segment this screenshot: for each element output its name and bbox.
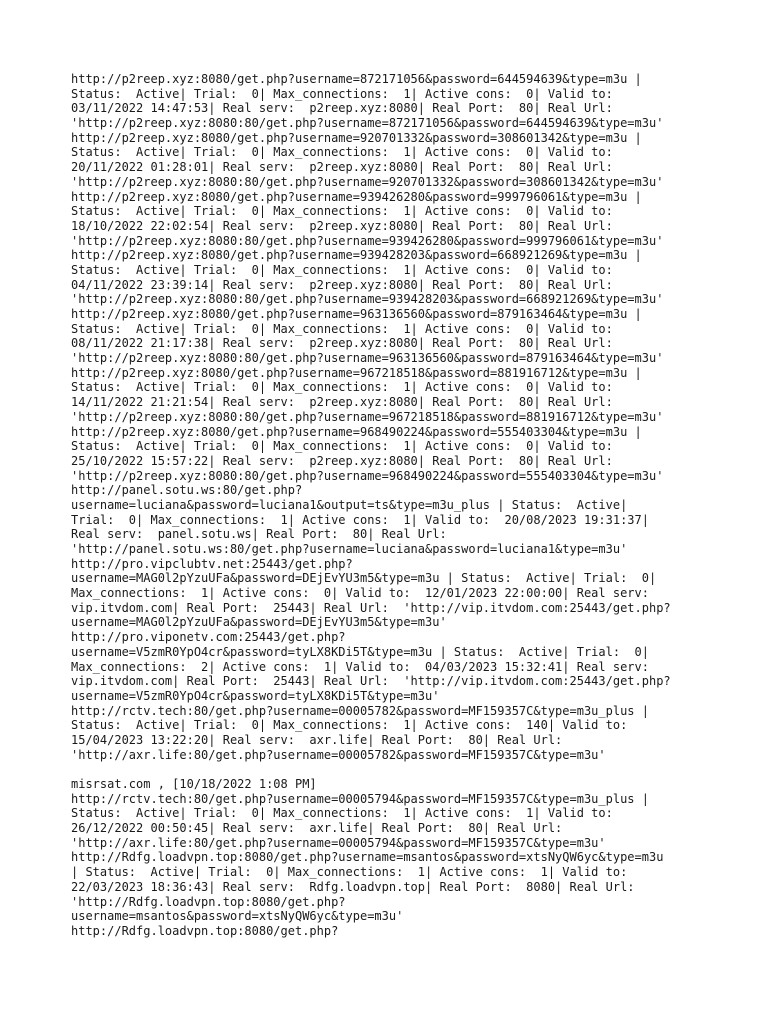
text-line: Status: Active| Trial: 0| Max_connections: 1| Active cons: 0| Valid to: — [71, 439, 613, 454]
text-line: http://panel.sotu.ws:80/get.php? — [71, 483, 303, 498]
text-line: Status: Active| Trial: 0| Max_connections: 1| Active cons: 0| Valid to: — [71, 262, 613, 277]
text-line: 'http://p2reep.xyz:8080:80/get.php?username=872171056&password=644594639&type=m3u' — [71, 116, 664, 131]
text-line: misrsat.com , [10/18/2022 1:08 PM] — [71, 777, 317, 791]
text-line: Status: Active| Trial: 0| Max_connections: 1| Active cons: 0| Valid to: — [71, 204, 613, 219]
text-line: 15/04/2023 13:22:20| Real serv: axr.life| Real Port: 80| Real Url: — [71, 732, 563, 747]
text-line: 18/10/2022 22:02:54| Real serv: p2reep.xyz:8080| Real Port: 80| Real Url: — [71, 218, 613, 233]
text-line: Real serv: panel.sotu.ws| Real Port: 80| Real Url: — [71, 527, 447, 542]
blank-line — [71, 762, 711, 777]
text-line: 22/03/2023 18:36:43| Real serv: Rdfg.loadvpn.top| Real Port: 8080| Real Url: — [71, 879, 635, 894]
text-line: username=MAG0l2pYzuUFa&password=DEjEvYU3m5&type=m3u | Status: Active| Trial: 0| — [71, 571, 657, 586]
text-line: 'http://p2reep.xyz:8080:80/get.php?username=939426280&password=999796061&type=m3u' — [71, 233, 664, 248]
text-line: 'http://panel.sotu.ws:80/get.php?username=luciana&password=luciana1&type=m3u' — [71, 542, 628, 556]
text-line: 'http://p2reep.xyz:8080:80/get.php?username=963136560&password=879163464&type=m3u' — [71, 351, 664, 366]
text-line: | Status: Active| Trial: 0| Max_connections: 1| Active cons: 1| Valid to: — [71, 865, 628, 880]
text-line: username=V5zmR0YpO4cr&password=tyLX8KDi5T&type=m3u' — [71, 688, 440, 703]
text-line: http://p2reep.xyz:8080/get.php?username=967218518&password=881916712&type=m3u | — [71, 365, 642, 380]
text-line: vip.itvdom.com| Real Port: 25443| Real Url: 'http://vip.itvdom.com:25443/get.php? — [71, 600, 671, 615]
text-line: Max_connections: 2| Active cons: 1| Valid to: 04/03/2023 15:32:41| Real serv: — [71, 659, 649, 674]
text-line: 04/11/2022 23:39:14| Real serv: p2reep.xyz:8080| Real Port: 80| Real Url: — [71, 277, 613, 292]
text-line: 'http://axr.life:80/get.php?username=00005794&password=MF159357C&type=m3u' — [71, 835, 606, 850]
text-line: http://pro.viponetv.com:25443/get.php? — [71, 630, 346, 645]
text-line: http://p2reep.xyz:8080/get.php?username=872171056&password=644594639&type=m3u | — [71, 72, 642, 86]
text-line: 'http://axr.life:80/get.php?username=00005782&password=MF159357C&type=m3u' — [71, 747, 606, 762]
text-line: username=luciana&password=luciana1&output=ts&type=m3u_plus | Status: Active| — [71, 497, 628, 512]
text-line: 14/11/2022 21:21:54| Real serv: p2reep.xyz:8080| Real Port: 80| Real Url: — [71, 395, 613, 410]
text-line: vip.itvdom.com| Real Port: 25443| Real Url: 'http://vip.itvdom.com:25443/get.php? — [71, 674, 671, 689]
text-line: http://p2reep.xyz:8080/get.php?username=963136560&password=879163464&type=m3u | — [71, 307, 642, 321]
text-line: username=V5zmR0YpO4cr&password=tyLX8KDi5T&type=m3u | Status: Active| Trial: 0| — [71, 644, 649, 659]
text-line: http://Rdfg.loadvpn.top:8080/get.php? — [71, 923, 339, 938]
text-line: Trial: 0| Max_connections: 1| Active cons: 1| Valid to: 20/08/2023 19:31:37| — [71, 512, 649, 527]
text-line: http://rctv.tech:80/get.php?username=00005782&password=MF159357C&type=m3u_plus | — [71, 703, 649, 718]
text-line: 'http://Rdfg.loadvpn.top:8080/get.php? — [71, 894, 346, 909]
text-line: http://p2reep.xyz:8080/get.php?username=939428203&password=668921269&type=m3u | — [71, 248, 642, 263]
text-line: username=msantos&password=xtsNyQW6yc&type=m3u' — [71, 909, 404, 924]
text-line: 'http://p2reep.xyz:8080:80/get.php?username=968490224&password=555403304&type=m3u' — [71, 468, 664, 483]
text-line: Status: Active| Trial: 0| Max_connections: 1| Active cons: 0| Valid to: — [71, 321, 613, 336]
text-line: Status: Active| Trial: 0| Max_connections: 1| Active cons: 140| Valid to: — [71, 718, 628, 733]
text-line: username=MAG0l2pYzuUFa&password=DEjEvYU3m5&type=m3u' — [71, 615, 447, 630]
text-line: Status: Active| Trial: 0| Max_connections: 1| Active cons: 0| Valid to: — [71, 145, 613, 160]
document-page — [71, 72, 711, 939]
text-line: Status: Active| Trial: 0| Max_connections: 1| Active cons: 1| Valid to: — [71, 806, 613, 821]
text-line: 03/11/2022 14:47:53| Real serv: p2reep.xyz:8080| Real Port: 80| Real Url: — [71, 101, 613, 116]
text-line: http://p2reep.xyz:8080/get.php?username=920701332&password=308601342&type=m3u | — [71, 130, 642, 145]
text-line: Status: Active| Trial: 0| Max_connections: 1| Active cons: 0| Valid to: — [71, 86, 613, 101]
text-line: 26/12/2022 00:50:45| Real serv: axr.life| Real Port: 80| Real Url: — [71, 821, 563, 836]
text-line: Max_connections: 1| Active cons: 0| Valid to: 12/01/2023 22:00:00| Real serv: — [71, 586, 649, 601]
text-line: 'http://p2reep.xyz:8080:80/get.php?username=920701332&password=308601342&type=m3u' — [71, 174, 664, 189]
text-line: 'http://p2reep.xyz:8080:80/get.php?username=967218518&password=881916712&type=m3u' — [71, 409, 664, 424]
text-line: http://p2reep.xyz:8080/get.php?username=968490224&password=555403304&type=m3u | — [71, 424, 642, 439]
text-line: http://rctv.tech:80/get.php?username=00005794&password=MF159357C&type=m3u_plus | — [71, 791, 649, 806]
text-line: 'http://p2reep.xyz:8080:80/get.php?username=939428203&password=668921269&type=m3u' — [71, 292, 664, 307]
text-line: 08/11/2022 21:17:38| Real serv: p2reep.xyz:8080| Real Port: 80| Real Url: — [71, 336, 613, 351]
text-line: Status: Active| Trial: 0| Max_connections: 1| Active cons: 0| Valid to: — [71, 380, 613, 395]
text-line: 25/10/2022 15:57:22| Real serv: p2reep.xyz:8080| Real Port: 80| Real Url: — [71, 453, 613, 468]
text-line: 20/11/2022 01:28:01| Real serv: p2reep.xyz:8080| Real Port: 80| Real Url: — [71, 160, 613, 175]
text-line: http://pro.vipclubtv.net:25443/get.php? — [71, 556, 353, 571]
text-line: http://Rdfg.loadvpn.top:8080/get.php?username=msantos&password=xtsNyQW6yc&type=m3u — [71, 850, 664, 865]
text-line: http://p2reep.xyz:8080/get.php?username=939426280&password=999796061&type=m3u | — [71, 189, 642, 204]
